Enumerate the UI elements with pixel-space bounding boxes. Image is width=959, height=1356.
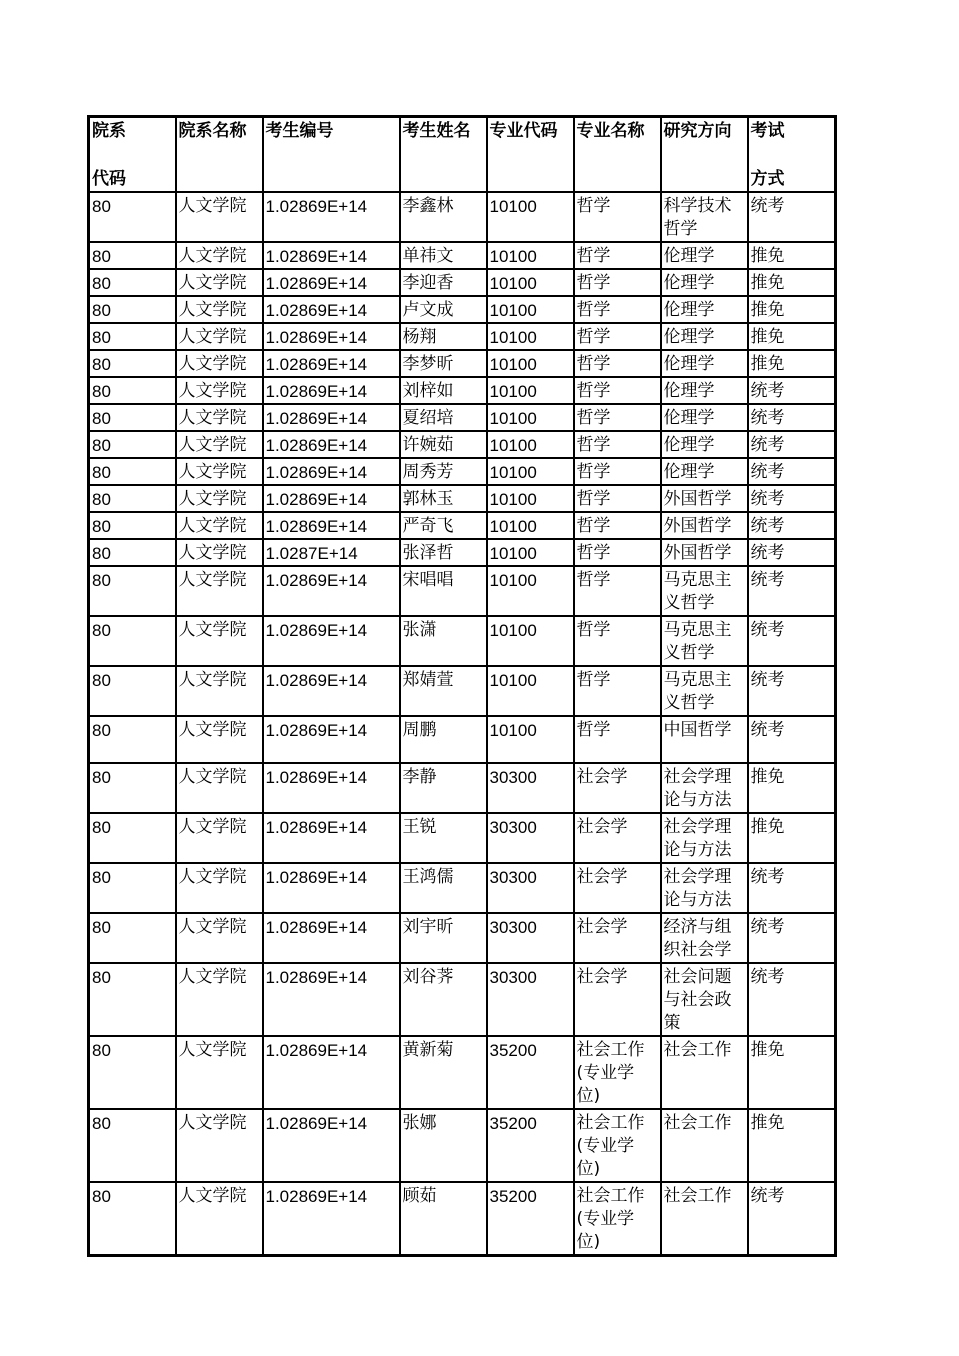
header-dept-code-line1: 院系 bbox=[92, 121, 126, 141]
cell-direction: 伦理学 bbox=[661, 296, 748, 323]
cell-exam-mode: 推免 bbox=[748, 1109, 836, 1182]
cell-major-name: 哲学 bbox=[574, 666, 661, 716]
cell-exam-mode: 统考 bbox=[748, 963, 836, 1036]
cell-major-name: 社会学 bbox=[574, 963, 661, 1036]
cell-dept-code: 80 bbox=[89, 763, 176, 813]
cell-direction: 伦理学 bbox=[661, 431, 748, 458]
cell-major-code: 10100 bbox=[487, 296, 574, 323]
table-row bbox=[89, 913, 836, 963]
cell-major-code: 30300 bbox=[487, 863, 574, 913]
table-row bbox=[89, 616, 836, 666]
cell-exam-no: 1.02869E+14 bbox=[263, 242, 400, 269]
cell-name: 李梦昕 bbox=[400, 350, 487, 377]
cell-exam-no: 1.02869E+14 bbox=[263, 377, 400, 404]
cell-name: 王锐 bbox=[400, 813, 487, 863]
cell-dept-name: 人文学院 bbox=[176, 512, 263, 539]
cell-exam-mode: 统考 bbox=[748, 485, 836, 512]
cell-dept-code: 80 bbox=[89, 512, 176, 539]
table-row bbox=[89, 269, 836, 296]
cell-dept-name: 人文学院 bbox=[176, 539, 263, 566]
cell-dept-code: 80 bbox=[89, 1036, 176, 1109]
cell-dept-name: 人文学院 bbox=[176, 269, 263, 296]
header-direction: 研究方向 bbox=[661, 117, 748, 193]
table-row bbox=[89, 485, 836, 512]
cell-direction: 伦理学 bbox=[661, 404, 748, 431]
cell-exam-no: 1.02869E+14 bbox=[263, 512, 400, 539]
cell-dept-name: 人文学院 bbox=[176, 377, 263, 404]
cell-exam-mode: 统考 bbox=[748, 1182, 836, 1256]
table-row bbox=[89, 404, 836, 431]
cell-dept-name: 人文学院 bbox=[176, 296, 263, 323]
cell-exam-no: 1.02869E+14 bbox=[263, 1182, 400, 1256]
cell-dept-code: 80 bbox=[89, 350, 176, 377]
cell-major-code: 10100 bbox=[487, 323, 574, 350]
cell-exam-no: 1.02869E+14 bbox=[263, 716, 400, 763]
header-dept-code bbox=[89, 117, 176, 193]
cell-major-name: 哲学 bbox=[574, 616, 661, 666]
header-dept-name: 院系名称 bbox=[176, 117, 263, 193]
cell-exam-mode: 推免 bbox=[748, 242, 836, 269]
cell-dept-name: 人文学院 bbox=[176, 716, 263, 763]
table-row bbox=[89, 1182, 836, 1256]
cell-major-code: 10100 bbox=[487, 192, 574, 242]
table-row bbox=[89, 566, 836, 616]
cell-exam-mode: 统考 bbox=[748, 666, 836, 716]
table-row bbox=[89, 323, 836, 350]
cell-dept-name: 人文学院 bbox=[176, 458, 263, 485]
cell-major-name: 哲学 bbox=[574, 512, 661, 539]
cell-direction: 马克思主义哲学 bbox=[661, 666, 748, 716]
cell-exam-mode: 统考 bbox=[748, 539, 836, 566]
cell-name: 严奇飞 bbox=[400, 512, 487, 539]
cell-name: 周秀芳 bbox=[400, 458, 487, 485]
cell-exam-mode: 统考 bbox=[748, 377, 836, 404]
cell-major-name: 哲学 bbox=[574, 458, 661, 485]
cell-name: 李静 bbox=[400, 763, 487, 813]
cell-major-code: 10100 bbox=[487, 666, 574, 716]
cell-exam-no: 1.02869E+14 bbox=[263, 1036, 400, 1109]
cell-dept-code: 80 bbox=[89, 296, 176, 323]
cell-name: 许婉茹 bbox=[400, 431, 487, 458]
cell-dept-code: 80 bbox=[89, 913, 176, 963]
cell-major-name: 哲学 bbox=[574, 377, 661, 404]
header-exam-mode-line2: 方式 bbox=[750, 169, 785, 189]
cell-dept-name: 人文学院 bbox=[176, 1182, 263, 1256]
table-header bbox=[89, 117, 836, 193]
cell-exam-mode: 统考 bbox=[748, 512, 836, 539]
cell-exam-mode: 推免 bbox=[748, 1036, 836, 1109]
cell-exam-no: 1.02869E+14 bbox=[263, 192, 400, 242]
cell-name: 夏绍培 bbox=[400, 404, 487, 431]
table-row bbox=[89, 350, 836, 377]
cell-exam-no: 1.02869E+14 bbox=[263, 963, 400, 1036]
cell-direction: 伦理学 bbox=[661, 242, 748, 269]
cell-dept-code: 80 bbox=[89, 269, 176, 296]
cell-direction: 中国哲学 bbox=[661, 716, 748, 763]
cell-dept-code: 80 bbox=[89, 485, 176, 512]
table-body bbox=[89, 192, 836, 1256]
cell-major-code: 10100 bbox=[487, 539, 574, 566]
cell-dept-code: 80 bbox=[89, 377, 176, 404]
cell-major-name: 哲学 bbox=[574, 566, 661, 616]
cell-name: 张泽哲 bbox=[400, 539, 487, 566]
table-row bbox=[89, 539, 836, 566]
cell-name: 王鸿儒 bbox=[400, 863, 487, 913]
cell-exam-no: 1.02869E+14 bbox=[263, 485, 400, 512]
cell-direction: 外国哲学 bbox=[661, 539, 748, 566]
cell-dept-name: 人文学院 bbox=[176, 323, 263, 350]
cell-major-name: 哲学 bbox=[574, 485, 661, 512]
cell-name: 张潇 bbox=[400, 616, 487, 666]
table-row bbox=[89, 512, 836, 539]
cell-major-code: 30300 bbox=[487, 813, 574, 863]
cell-dept-code: 80 bbox=[89, 616, 176, 666]
cell-major-name: 社会学 bbox=[574, 763, 661, 813]
cell-exam-mode: 推免 bbox=[748, 763, 836, 813]
cell-dept-code: 80 bbox=[89, 963, 176, 1036]
cell-major-code: 10100 bbox=[487, 404, 574, 431]
cell-direction: 社会学理论与方法 bbox=[661, 863, 748, 913]
cell-dept-code: 80 bbox=[89, 1109, 176, 1182]
cell-major-name: 哲学 bbox=[574, 269, 661, 296]
cell-name: 刘梓如 bbox=[400, 377, 487, 404]
cell-dept-name: 人文学院 bbox=[176, 431, 263, 458]
cell-major-code: 10100 bbox=[487, 431, 574, 458]
table-row bbox=[89, 813, 836, 863]
cell-name: 郑婧萱 bbox=[400, 666, 487, 716]
cell-direction: 马克思主义哲学 bbox=[661, 566, 748, 616]
cell-dept-name: 人文学院 bbox=[176, 666, 263, 716]
cell-dept-code: 80 bbox=[89, 242, 176, 269]
cell-dept-name: 人文学院 bbox=[176, 863, 263, 913]
cell-exam-mode: 统考 bbox=[748, 404, 836, 431]
cell-direction: 社会学理论与方法 bbox=[661, 813, 748, 863]
cell-direction: 经济与组织社会学 bbox=[661, 913, 748, 963]
table-row bbox=[89, 242, 836, 269]
table-row bbox=[89, 1036, 836, 1109]
cell-dept-name: 人文学院 bbox=[176, 1109, 263, 1182]
header-dept-code-line2: 代码 bbox=[92, 169, 126, 189]
cell-major-name: 哲学 bbox=[574, 539, 661, 566]
cell-direction: 社会工作 bbox=[661, 1036, 748, 1109]
cell-major-name: 哲学 bbox=[574, 431, 661, 458]
cell-exam-no: 1.02869E+14 bbox=[263, 813, 400, 863]
cell-dept-code: 80 bbox=[89, 458, 176, 485]
cell-major-name: 社会工作(专业学位) bbox=[574, 1109, 661, 1182]
cell-exam-mode: 推免 bbox=[748, 350, 836, 377]
cell-name: 宋唱唱 bbox=[400, 566, 487, 616]
cell-name: 顾茹 bbox=[400, 1182, 487, 1256]
cell-major-name: 社会学 bbox=[574, 863, 661, 913]
cell-exam-mode: 统考 bbox=[748, 192, 836, 242]
cell-direction: 伦理学 bbox=[661, 458, 748, 485]
cell-dept-code: 80 bbox=[89, 323, 176, 350]
header-major-name: 专业名称 bbox=[574, 117, 661, 193]
cell-exam-no: 1.02869E+14 bbox=[263, 566, 400, 616]
header-exam-mode-line1: 考试 bbox=[750, 121, 785, 141]
cell-exam-mode: 统考 bbox=[748, 566, 836, 616]
cell-exam-mode: 推免 bbox=[748, 323, 836, 350]
cell-major-code: 30300 bbox=[487, 763, 574, 813]
cell-name: 李迎香 bbox=[400, 269, 487, 296]
cell-major-name: 社会学 bbox=[574, 813, 661, 863]
cell-exam-mode: 统考 bbox=[748, 616, 836, 666]
cell-name: 李鑫林 bbox=[400, 192, 487, 242]
cell-exam-mode: 推免 bbox=[748, 296, 836, 323]
cell-exam-no: 1.02869E+14 bbox=[263, 666, 400, 716]
cell-exam-no: 1.02869E+14 bbox=[263, 404, 400, 431]
table-row bbox=[89, 863, 836, 913]
cell-direction: 伦理学 bbox=[661, 323, 748, 350]
cell-exam-no: 1.02869E+14 bbox=[263, 431, 400, 458]
cell-major-code: 10100 bbox=[487, 377, 574, 404]
table-row bbox=[89, 666, 836, 716]
cell-direction: 马克思主义哲学 bbox=[661, 616, 748, 666]
header-exam-mode bbox=[748, 117, 836, 193]
cell-exam-no: 1.02869E+14 bbox=[263, 863, 400, 913]
cell-exam-mode: 统考 bbox=[748, 863, 836, 913]
cell-dept-code: 80 bbox=[89, 431, 176, 458]
cell-dept-name: 人文学院 bbox=[176, 192, 263, 242]
table-row bbox=[89, 431, 836, 458]
cell-major-code: 35200 bbox=[487, 1182, 574, 1256]
table-row bbox=[89, 763, 836, 813]
cell-exam-no: 1.02869E+14 bbox=[263, 269, 400, 296]
cell-dept-name: 人文学院 bbox=[176, 485, 263, 512]
cell-name: 单祎文 bbox=[400, 242, 487, 269]
cell-exam-no: 1.02869E+14 bbox=[263, 616, 400, 666]
cell-major-name: 哲学 bbox=[574, 192, 661, 242]
cell-dept-name: 人文学院 bbox=[176, 350, 263, 377]
cell-dept-code: 80 bbox=[89, 566, 176, 616]
header-name: 考生姓名 bbox=[400, 117, 487, 193]
cell-major-name: 社会工作(专业学位) bbox=[574, 1036, 661, 1109]
cell-major-name: 哲学 bbox=[574, 323, 661, 350]
cell-exam-mode: 推免 bbox=[748, 813, 836, 863]
cell-exam-no: 1.02869E+14 bbox=[263, 458, 400, 485]
cell-dept-name: 人文学院 bbox=[176, 404, 263, 431]
cell-exam-mode: 统考 bbox=[748, 716, 836, 763]
cell-major-code: 10100 bbox=[487, 269, 574, 296]
cell-major-code: 10100 bbox=[487, 458, 574, 485]
cell-dept-code: 80 bbox=[89, 404, 176, 431]
cell-major-name: 社会学 bbox=[574, 913, 661, 963]
cell-exam-mode: 推免 bbox=[748, 269, 836, 296]
cell-major-code: 10100 bbox=[487, 616, 574, 666]
cell-dept-name: 人文学院 bbox=[176, 1036, 263, 1109]
cell-dept-code: 80 bbox=[89, 863, 176, 913]
cell-exam-no: 1.02869E+14 bbox=[263, 350, 400, 377]
cell-major-name: 哲学 bbox=[574, 350, 661, 377]
cell-dept-name: 人文学院 bbox=[176, 913, 263, 963]
cell-dept-code: 80 bbox=[89, 716, 176, 763]
cell-major-code: 10100 bbox=[487, 242, 574, 269]
header-row bbox=[89, 117, 836, 193]
cell-major-code: 35200 bbox=[487, 1109, 574, 1182]
cell-name: 黄新菊 bbox=[400, 1036, 487, 1109]
cell-exam-mode: 统考 bbox=[748, 458, 836, 485]
cell-name: 刘谷荠 bbox=[400, 963, 487, 1036]
table-row bbox=[89, 963, 836, 1036]
cell-name: 周鹏 bbox=[400, 716, 487, 763]
header-major-code: 专业代码 bbox=[487, 117, 574, 193]
cell-name: 杨翔 bbox=[400, 323, 487, 350]
cell-exam-mode: 统考 bbox=[748, 431, 836, 458]
cell-direction: 社会学理论与方法 bbox=[661, 763, 748, 813]
cell-major-code: 10100 bbox=[487, 512, 574, 539]
cell-major-code: 10100 bbox=[487, 716, 574, 763]
cell-major-name: 哲学 bbox=[574, 296, 661, 323]
cell-direction: 社会问题与社会政策 bbox=[661, 963, 748, 1036]
cell-exam-no: 1.02869E+14 bbox=[263, 1109, 400, 1182]
cell-direction: 外国哲学 bbox=[661, 512, 748, 539]
cell-exam-no: 1.02869E+14 bbox=[263, 296, 400, 323]
cell-name: 卢文成 bbox=[400, 296, 487, 323]
cell-dept-code: 80 bbox=[89, 666, 176, 716]
cell-major-name: 哲学 bbox=[574, 242, 661, 269]
cell-dept-code: 80 bbox=[89, 813, 176, 863]
cell-major-code: 30300 bbox=[487, 963, 574, 1036]
cell-name: 郭林玉 bbox=[400, 485, 487, 512]
cell-name: 刘宇昕 bbox=[400, 913, 487, 963]
cell-exam-mode: 统考 bbox=[748, 913, 836, 963]
cell-dept-name: 人文学院 bbox=[176, 963, 263, 1036]
cell-dept-name: 人文学院 bbox=[176, 763, 263, 813]
cell-major-code: 10100 bbox=[487, 485, 574, 512]
table-row bbox=[89, 192, 836, 242]
cell-major-name: 哲学 bbox=[574, 716, 661, 763]
cell-major-code: 30300 bbox=[487, 913, 574, 963]
cell-direction: 伦理学 bbox=[661, 350, 748, 377]
cell-direction: 伦理学 bbox=[661, 377, 748, 404]
cell-dept-name: 人文学院 bbox=[176, 242, 263, 269]
cell-exam-no: 1.02869E+14 bbox=[263, 913, 400, 963]
cell-direction: 伦理学 bbox=[661, 269, 748, 296]
cell-major-code: 10100 bbox=[487, 566, 574, 616]
cell-dept-code: 80 bbox=[89, 539, 176, 566]
table-row bbox=[89, 458, 836, 485]
cell-dept-code: 80 bbox=[89, 1182, 176, 1256]
cell-major-code: 35200 bbox=[487, 1036, 574, 1109]
table-row bbox=[89, 296, 836, 323]
cell-direction: 科学技术哲学 bbox=[661, 192, 748, 242]
cell-dept-code: 80 bbox=[89, 192, 176, 242]
cell-major-code: 10100 bbox=[487, 350, 574, 377]
cell-dept-name: 人文学院 bbox=[176, 616, 263, 666]
cell-exam-no: 1.0287E+14 bbox=[263, 539, 400, 566]
header-exam-no: 考生编号 bbox=[263, 117, 400, 193]
cell-major-name: 社会工作(专业学位) bbox=[574, 1182, 661, 1256]
table-row bbox=[89, 377, 836, 404]
admission-list-table bbox=[87, 115, 837, 1257]
cell-name: 张娜 bbox=[400, 1109, 487, 1182]
table-row bbox=[89, 716, 836, 763]
cell-direction: 外国哲学 bbox=[661, 485, 748, 512]
cell-exam-no: 1.02869E+14 bbox=[263, 323, 400, 350]
cell-exam-no: 1.02869E+14 bbox=[263, 763, 400, 813]
cell-direction: 社会工作 bbox=[661, 1109, 748, 1182]
cell-dept-name: 人文学院 bbox=[176, 813, 263, 863]
cell-major-name: 哲学 bbox=[574, 404, 661, 431]
cell-direction: 社会工作 bbox=[661, 1182, 748, 1256]
table-row bbox=[89, 1109, 836, 1182]
cell-dept-name: 人文学院 bbox=[176, 566, 263, 616]
